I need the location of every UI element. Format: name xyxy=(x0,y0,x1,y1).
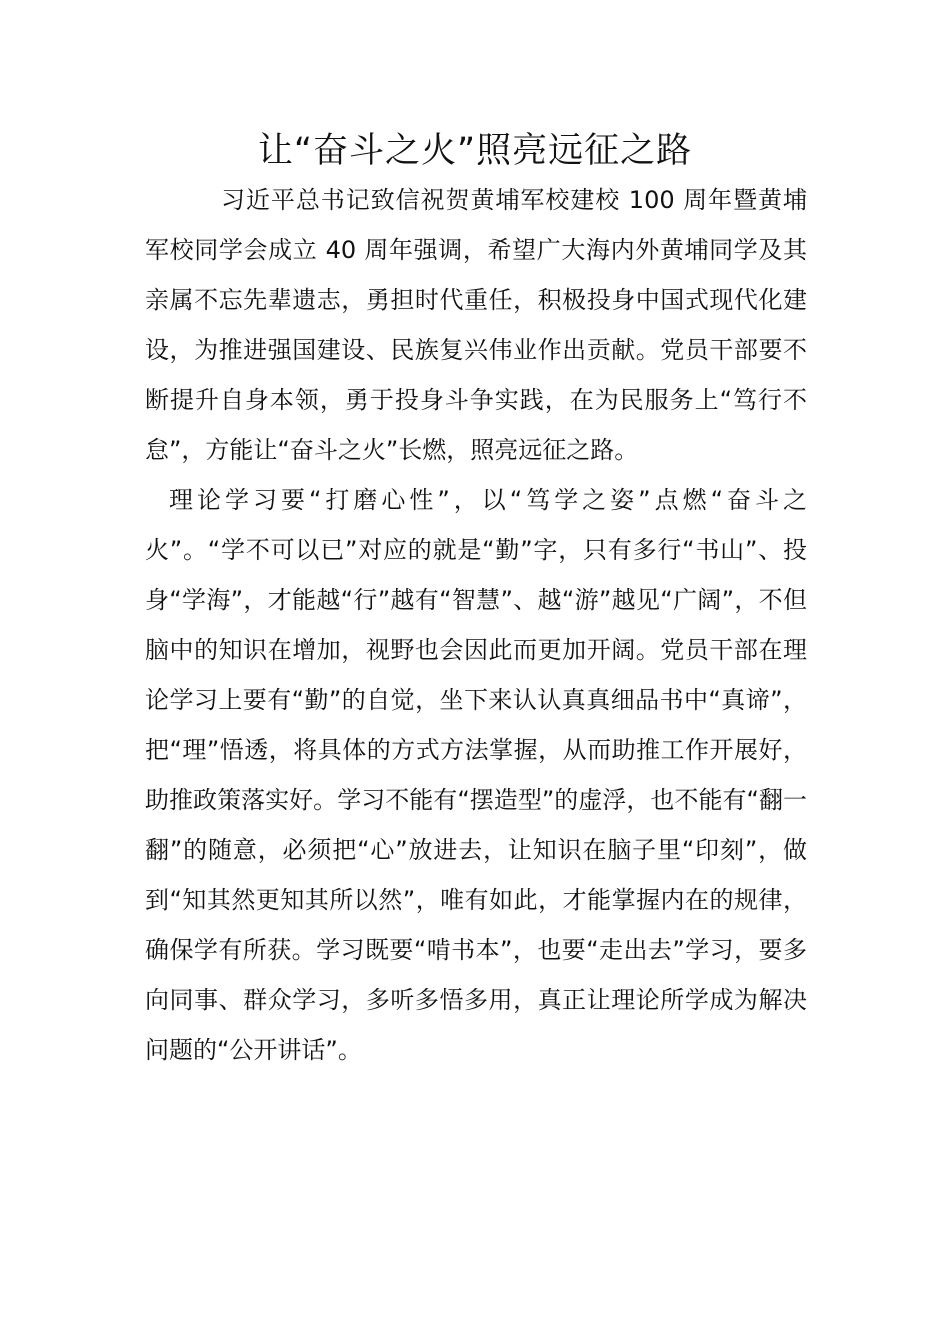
paragraph-theory-study: 理论学习要“打磨心性”，以“笃学之姿”点燃“奋斗之火”。“学不可以已”对应的就是“勤”字，只有多行“书山”、投身“学海”，才能越“行”越有“智慧”、越“游”越见“广阔”，不但脑中的知识在增加，视野也会因此而更加开阔。党员干部在理论学习上要有“勤”的自觉，坐下来认认真真细品书中“真谛”，把“理”悟透，将具体的方式方法掌握，从而助推工作开展好，助推政策落实好。学习不能有“摆造型”的虚浮，也不能有“翻一翻”的随意，必须把“心”放进去，让知识在脑子里“印刻”，做到“知其然更知其所以然”，唯有如此，才能掌握内在的规律，确保学有所获。学习既要“啃书本”，也要“走出去”学习，要多向同事、群众学习，多听多悟多用，真正让理论所学成为解决问题的“公开讲话”。 xyxy=(145,486,807,1064)
paragraph-intro: 习近平总书记致信祝贺黄埔军校建校 100 周年暨黄埔军校同学会成立 40 周年强调，希望广大海内外黄埔同学及其亲属不忘先辈遗志，勇担时代重任，积极投身中国式现代化建设，为推进强国建设、民族复兴伟业作出贡献。党员干部要不断提升自身本领，勇于投身斗争实践，在为民服务上“笃行不怠”，方能让“奋斗之火”长燃，照亮远征之路。 xyxy=(145,186,807,464)
document-title: 让“奋斗之火”照亮远征之路 xyxy=(257,131,693,171)
document-body xyxy=(145,175,807,1075)
